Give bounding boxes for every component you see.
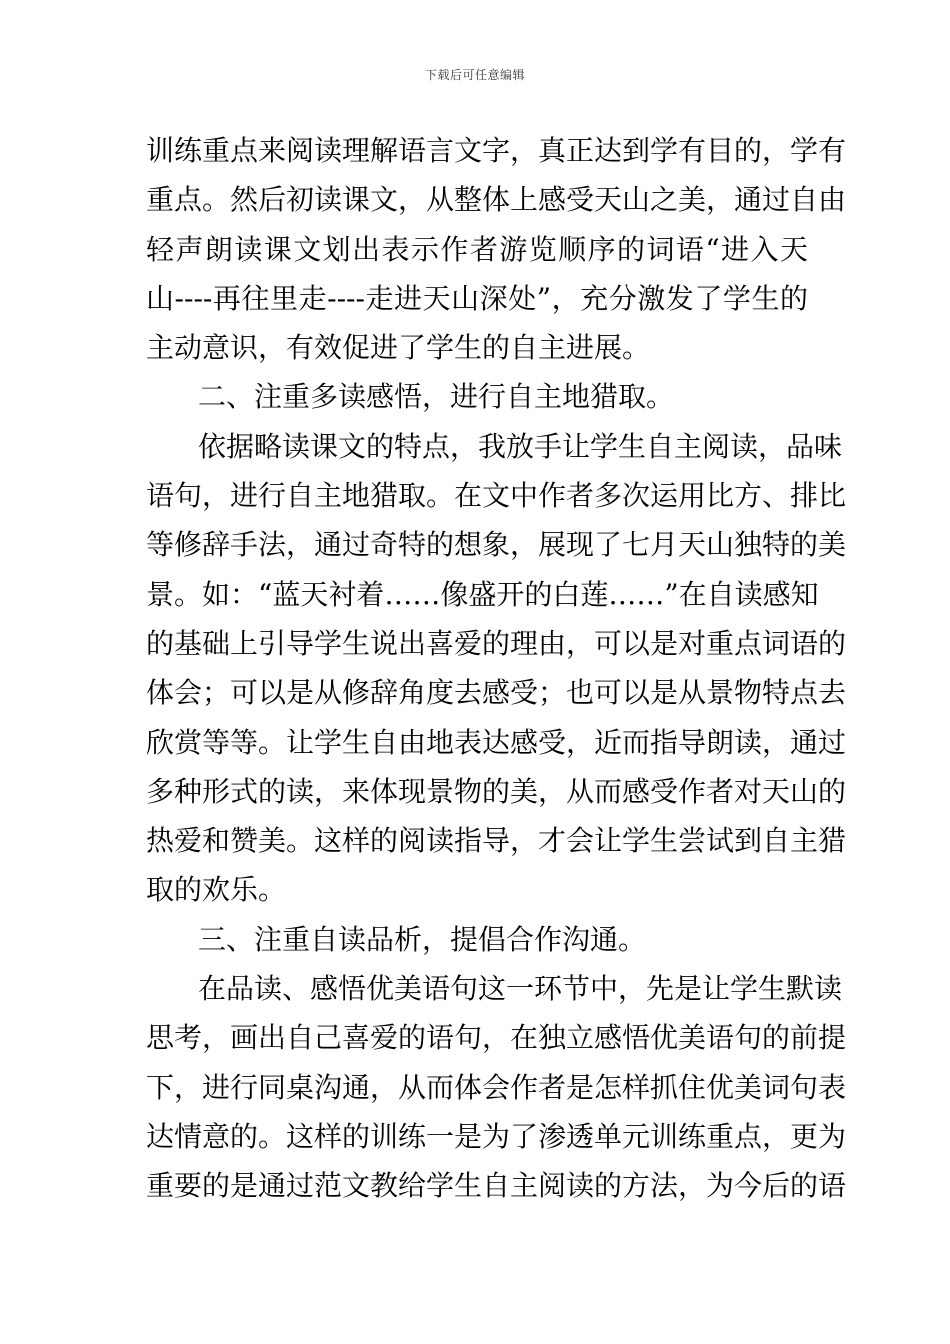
text-line: 语句，进行自主地猎取。在文中作者多次运用比方、排比 [146, 479, 847, 513]
text-line: 主动意识，有效促进了学生的自主进展。 [146, 331, 651, 365]
section-heading: 三、注重自读品析，提倡合作沟通。 [198, 922, 647, 956]
section-heading: 二、注重多读感悟，进行自主地猎取。 [198, 380, 675, 414]
text-line: 体会；可以是从修辞角度去感受；也可以是从景物特点去 [146, 676, 847, 710]
text-line: 的基础上引导学生说出喜爱的理由，可以是对重点词语的 [146, 626, 847, 660]
text-line: 达情意的。这样的训练一是为了渗透单元训练重点，更为 [146, 1119, 847, 1153]
text-line: 热爱和赞美。这样的阅读指导，才会让学生尝试到自主猎 [146, 824, 847, 858]
text-line: 景。如：“蓝天衬着……像盛开的白莲……”在自读感知 [146, 577, 819, 611]
text-line: 在品读、感悟优美语句这一环节中，先是让学生默读 [198, 972, 843, 1006]
text-line: 下，进行同桌沟通，从而体会作者是怎样抓住优美词句表 [146, 1070, 847, 1104]
text-line: 依据略读课文的特点，我放手让学生自主阅读，品味 [198, 429, 843, 463]
text-line: 取的欢乐。 [146, 873, 287, 907]
text-line: 轻声朗读课文划出表示作者游览顺序的词语“进入天 [146, 232, 808, 266]
text-line: 重点。然后初读课文，从整体上感受天山之美，通过自由 [146, 183, 847, 217]
page-header: 下载后可任意编辑 [424, 68, 525, 82]
text-line: 等修辞手法，通过奇特的想象，展现了七月天山独特的美 [146, 528, 847, 562]
text-line: 思考，画出自己喜爱的语句，在独立感悟优美语句的前提 [146, 1021, 847, 1055]
text-line: 欣赏等等。让学生自由地表达感受，近而指导朗读，通过 [146, 725, 847, 759]
text-line: 训练重点来阅读理解语言文字，真正达到学有目的，学有 [146, 134, 847, 167]
text-line: 山----再往里走----走进天山深处”，充分激发了学生的 [146, 281, 808, 315]
body-text [146, 126, 847, 1211]
text-line: 多种形式的读，来体现景物的美，从而感受作者对天山的 [146, 774, 847, 808]
text-line: 重要的是通过范文教给学生自主阅读的方法，为今后的语 [146, 1169, 847, 1203]
